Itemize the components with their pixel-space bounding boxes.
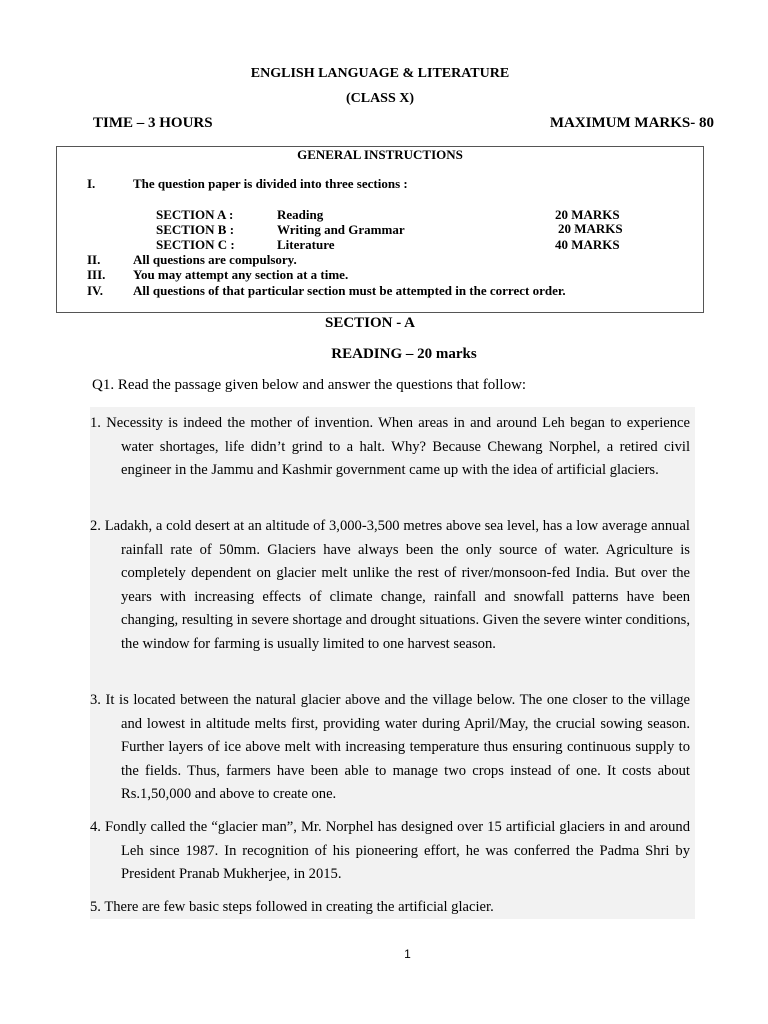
section-marks: 20 MARKS (558, 221, 623, 236)
passage-paragraph (90, 412, 690, 483)
paper-title: ENGLISH LANGUAGE & LITERATURE (250, 66, 510, 81)
time-label: TIME – 3 HOURS (93, 115, 213, 131)
instructions-heading: GENERAL INSTRUCTIONS (297, 147, 463, 162)
section-label: SECTION B : (156, 222, 235, 237)
section-label: SECTION A : (156, 207, 234, 222)
instruction-number: III. (87, 267, 106, 282)
section-marks: 20 MARKS (555, 207, 620, 222)
paragraph-text: 5. There are few basic steps followed in creating the artificial glacier. (90, 899, 494, 915)
max-marks-label: MAXIMUM MARKS- 80 (549, 115, 714, 131)
general-instructions-box (56, 146, 704, 313)
section-name: Reading (277, 207, 324, 222)
instruction-text: You may attempt any section at a time. (133, 267, 349, 282)
instruction-number: IV. (87, 283, 104, 298)
section-label: SECTION C : (156, 237, 235, 252)
passage-paragraph (90, 896, 690, 920)
reading-passage (90, 407, 695, 919)
instruction-text: The question paper is divided into three sections : (133, 176, 408, 191)
section-a-heading: SECTION - A (324, 315, 416, 331)
paragraph-text: 2. Ladakh, a cold desert at an altitude of 3,000-3,500 metres above sea level, has a low average annual rainfall rate of 50mm. Glaciers have always been the only source of water. Agriculture is completely dependent on glacier melt unlike the rest of river/monsoon-fed India. But over the years with increasing effects of climate change, rainfall and snowfall patterns have been changing, resulting in severe shortage and drought situations. Given the severe winter conditions, the window for farming is usually limited to one harvest season. (90, 518, 690, 652)
instruction-number: II. (87, 252, 101, 267)
page-number: 1 (404, 947, 411, 961)
instruction-number: I. (87, 176, 96, 191)
section-name: Writing and Grammar (277, 222, 405, 237)
section-name: Literature (277, 237, 335, 252)
paragraph-text: 1. Necessity is indeed the mother of invention. When areas in and around Leh began to experience water shortages, life didn’t grind to a halt. Why? Because Chewang Norphel, a retired civil engineer in the Jammu and Kashmir government came up with the idea of artificial glaciers. (90, 415, 690, 479)
passage-paragraph (90, 816, 690, 887)
paragraph-text: 4. Fondly called the “glacier man”, Mr. Norphel has designed over 15 artificial glaciers in and around Leh since 1987. In recognition of his pioneering effort, he was conferred the Padma Shri by President Pranab Mukherjee, in 2015. (90, 819, 690, 883)
paragraph-text: 3. It is located between the natural glacier above and the village below. The one closer to the village and lowest in altitude melts first, providing water during April/May, the crucial sowing season. Further layers of ice above melt with increasing temperature thus ensuring continuous supply to the fields. Thus, farmers have been able to manage two crops instead of one. It costs about Rs.1,50,000 and above to create one. (90, 692, 690, 803)
reading-heading: READING – 20 marks (331, 346, 477, 362)
section-marks: 40 MARKS (555, 237, 620, 252)
passage-paragraph (90, 689, 690, 807)
passage-paragraph (90, 515, 690, 657)
instruction-text: All questions of that particular section must be attempted in the correct order. (133, 283, 566, 298)
question-1-prompt: Q1. Read the passage given below and answer the questions that follow: (92, 377, 527, 393)
class-label: (CLASS X) (345, 91, 415, 106)
instruction-text: All questions are compulsory. (133, 252, 297, 267)
